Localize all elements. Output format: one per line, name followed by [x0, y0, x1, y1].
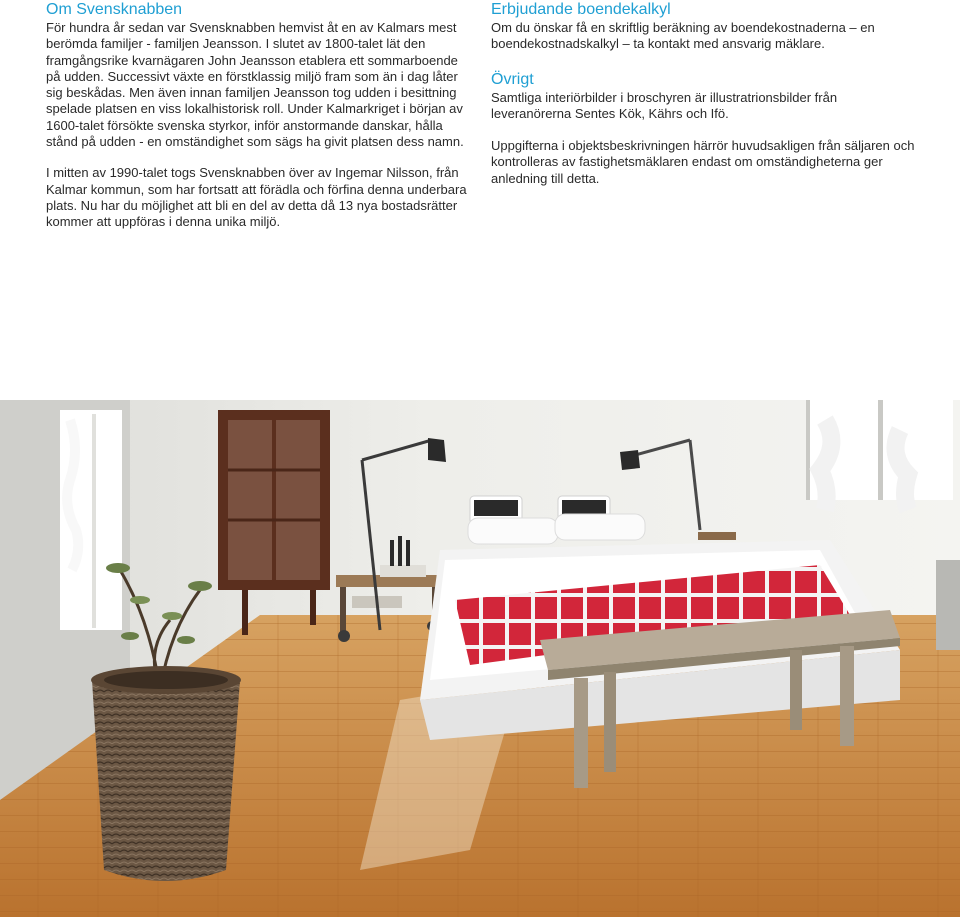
left-column: [46, 0, 470, 231]
section-heading-om-svensknabben: Om Svensknabben: [46, 1, 183, 18]
section-heading-ovrigt: Övrigt: [491, 70, 534, 88]
history-paragraph: För hundra år sedan var Svensknabben hemvist åt en av Kalmars mest berömda familjer - familjen Jeansson. I slutet av 1800-talet lät den framgångsrike kvarnägaren John Jeansson etablera ett sommarboende på udden. Successivt växte en förstklassig miljö fram som än i dag låter sig beskådas. Men även innan familjen Jeansson tog udden i besittning spelade platsen en viss lokalhistorisk roll. Under Kalmarkriget i början av 1600-talet försökte svenska styrkor, inför anstormande danskar, hålla stånd på udden - en omständighet som sägs ha givit platsen dess namn.: [46, 20, 464, 150]
ownership-paragraph: I mitten av 1990-talet togs Svensknabben över av Ingemar Nilsson, från Kalmar kommun, som har fortsatt att förädla och förfina denna underbara plats. Nu har du möjlighet att bli en del av detta då 13 nya bostadsrätter kommer att uppföras i denna unika miljö.: [46, 165, 467, 230]
disclaimer-paragraph: Uppgifterna i objektsbeskrivningen härrör huvudsakligen från säljaren och kontrolleras av fastighetsmäklaren endast om omständigheterna ger anledning till detta.: [491, 138, 915, 186]
bedroom-photo: [0, 400, 960, 917]
section-heading-boendekalkyl: Erbjudande boendekalkyl: [491, 1, 671, 18]
right-column: [491, 0, 915, 187]
illustration-note-paragraph: Samtliga interiörbilder i broschyren är illustratrionsbilder från leveranörerna Sentes Kök, Kährs och Ifö.: [491, 89, 838, 121]
bedroom-interior-photo: [0, 400, 960, 917]
boendekalkyl-paragraph: Om du önskar få en skriftlig beräkning av boendekostnaderna – en boendekostnadskalkyl – ta kontakt med ansvarig mäklare.: [491, 20, 875, 52]
